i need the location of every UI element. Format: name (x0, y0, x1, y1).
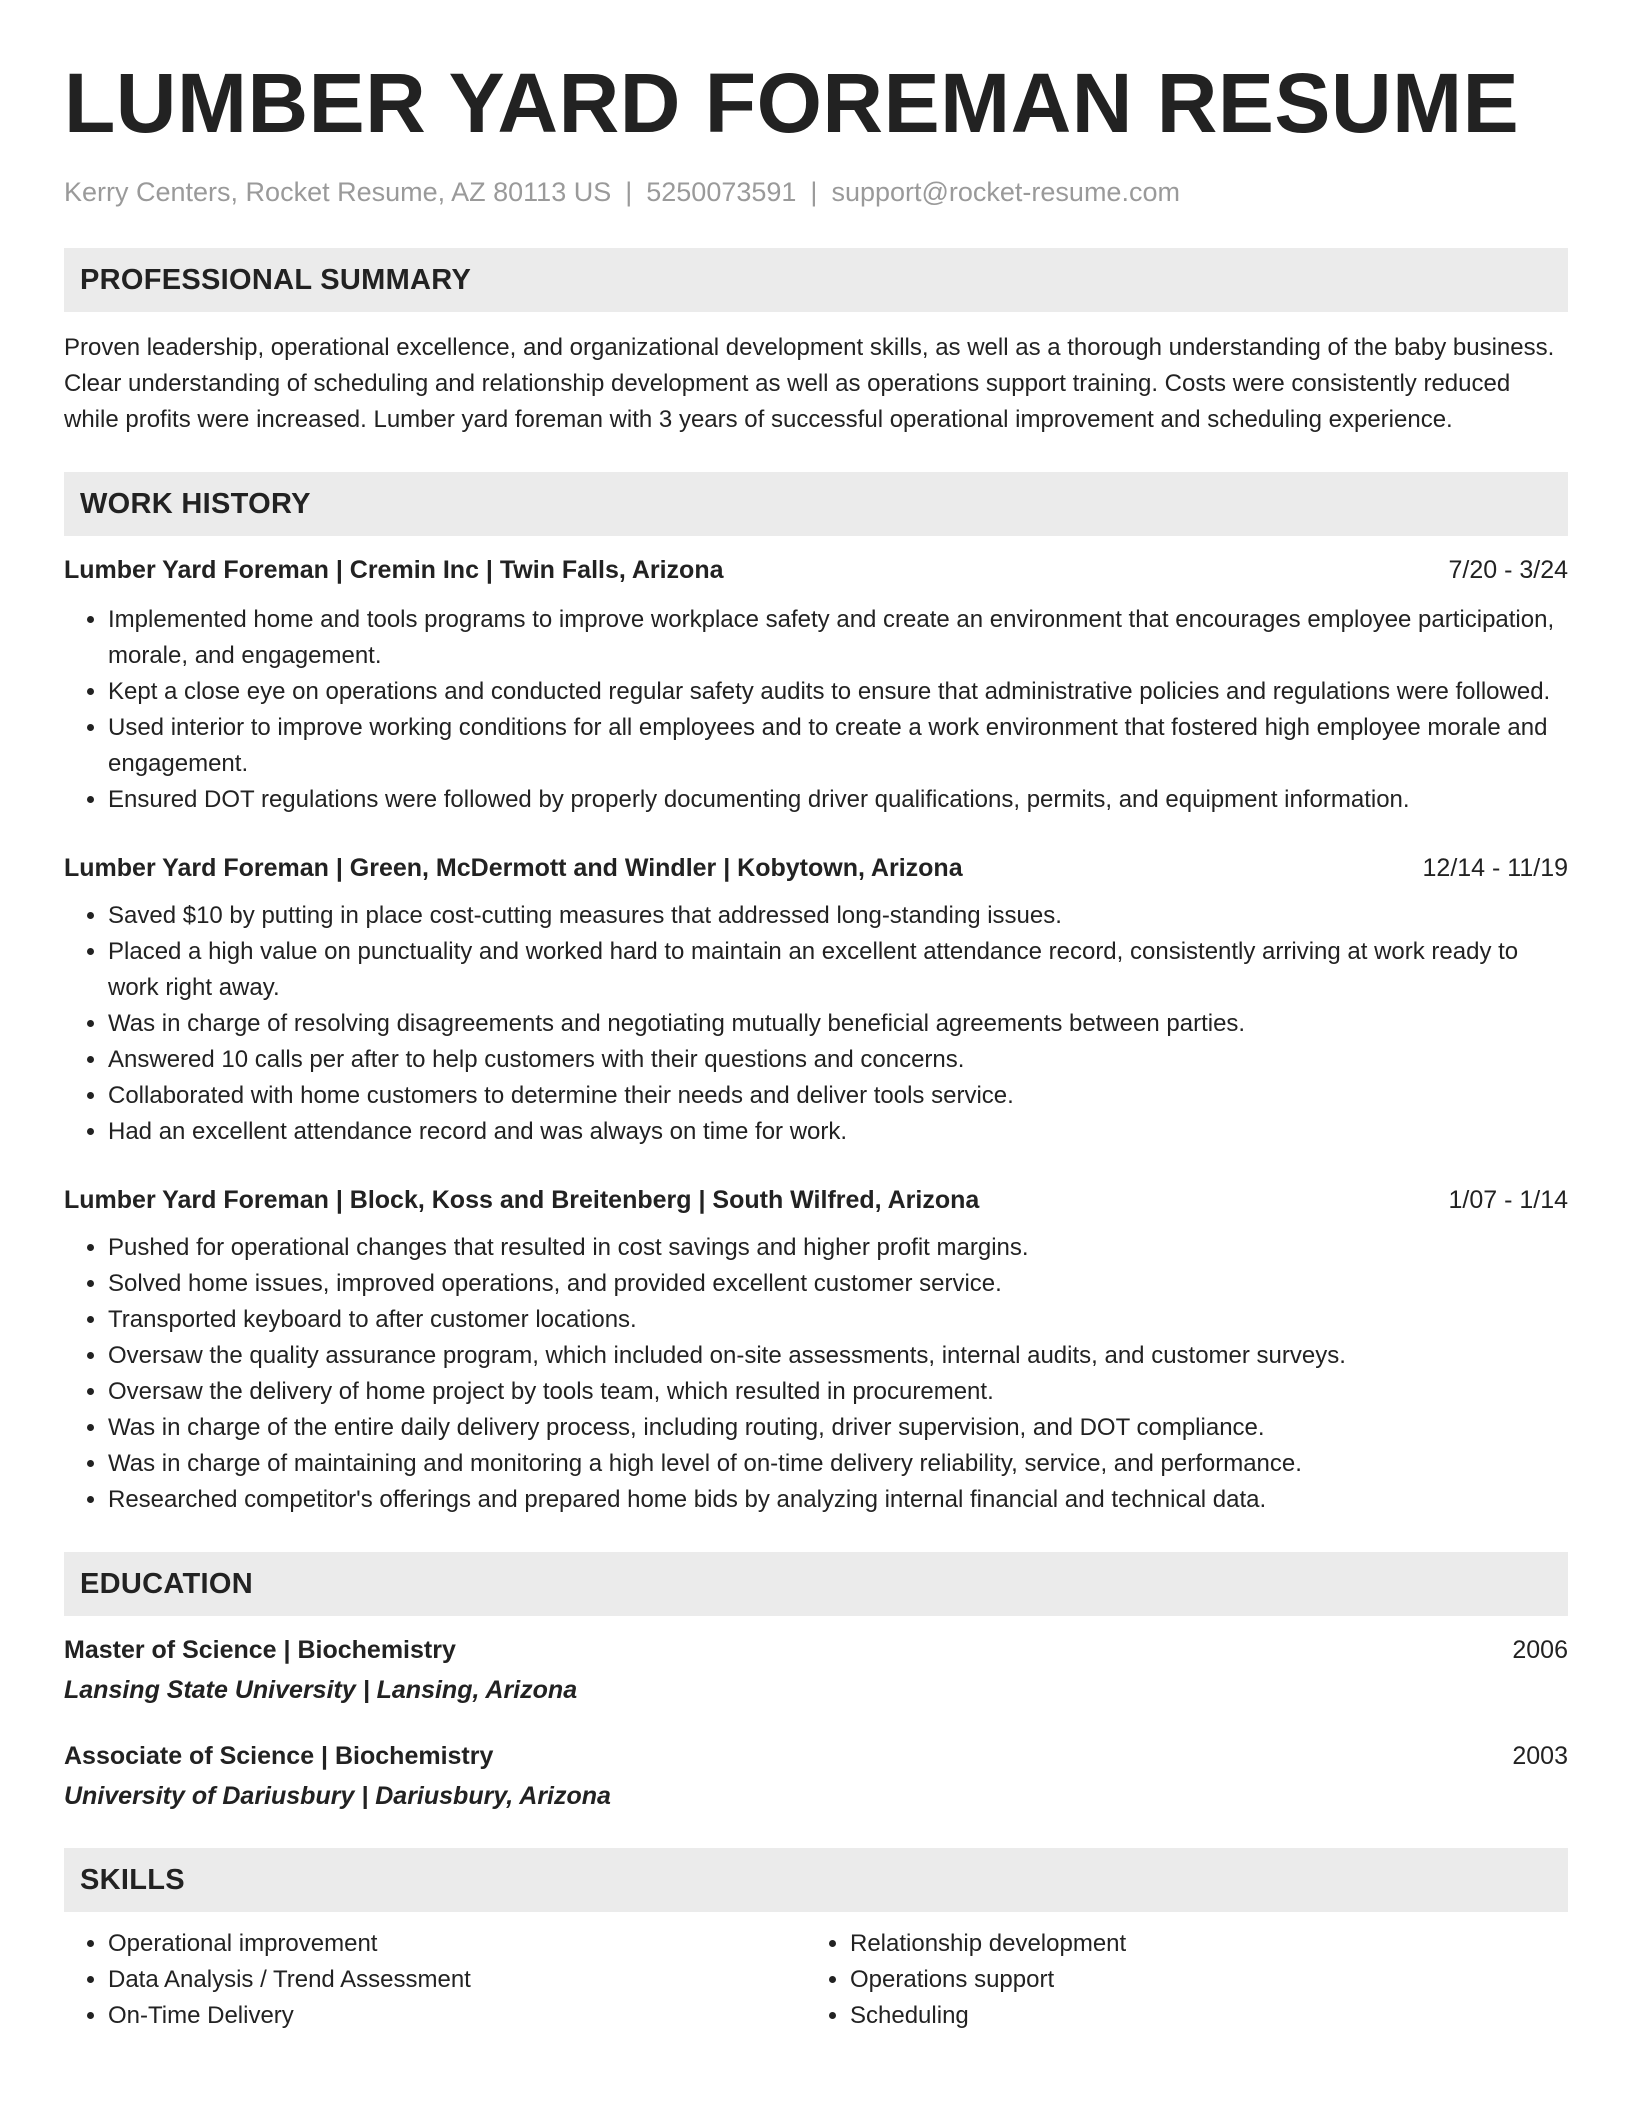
job-bullet: • Saved $10 by putting in place cost-cutting measures that addressed long-standing issues. (108, 898, 1568, 934)
skills-column-left (64, 1926, 806, 2034)
job-bullets (64, 1230, 1568, 1518)
skill-item: • Relationship development (850, 1926, 1548, 1962)
job-entry (64, 552, 1568, 818)
contact-phone: 5250073591 (646, 177, 797, 207)
job-bullet: • Was in charge of maintaining and monitoring a high level of on-time delivery reliability, service, and performance. (108, 1446, 1568, 1482)
job-header (64, 552, 1568, 588)
job-bullet: • Answered 10 calls per after to help customers with their questions and concerns. (108, 1042, 1568, 1078)
education-degree: Associate of Science | Biochemistry (64, 1742, 494, 1770)
job-dates: 12/14 - 11/19 (1422, 854, 1568, 882)
job-bullet: • Oversaw the quality assurance program, which included on-site assessments, internal audits, and customer surveys. (108, 1338, 1568, 1374)
resume-title: LUMBER YARD FOREMAN RESUME (64, 56, 1520, 150)
job-bullet: • Was in charge of resolving disagreements and negotiating mutually beneficial agreements between parties. (108, 1006, 1568, 1042)
education-degree: Master of Science | Biochemistry (64, 1636, 456, 1664)
job-bullet: • Researched competitor's offerings and prepared home bids by analyzing internal financial and technical data. (108, 1482, 1568, 1518)
job-bullet: • Oversaw the delivery of home project by tools team, which resulted in procurement. (108, 1374, 1568, 1410)
section-heading-summary: PROFESSIONAL SUMMARY (64, 248, 1568, 312)
education-year: 2003 (1512, 1742, 1568, 1770)
section-heading-work: WORK HISTORY (64, 472, 1568, 536)
skill-item: • On-Time Delivery (108, 1998, 806, 2034)
job-header (64, 1182, 1568, 1218)
job-bullet: • Collaborated with home customers to determine their needs and deliver tools service. (108, 1078, 1568, 1114)
job-header (64, 850, 1568, 886)
contact-separator: | (625, 177, 633, 207)
summary-text: Proven leadership, operational excellence, and organizational development skills, as well as a thorough understanding of the baby business. Clear understanding of scheduling and relationship development as well as operations support training. Costs were consistently reduced while profits were increased. Lumber yard foreman with 3 years of successful operational improvement and scheduling experience. (64, 334, 1555, 433)
job-bullet: • Implemented home and tools programs to improve workplace safety and create an environment that encourages employee participation, morale, and engagement. (108, 602, 1568, 674)
skill-item: • Data Analysis / Trend Assessment (108, 1962, 806, 1998)
education-school: University of Dariusbury | Dariusbury, Arizona (64, 1782, 611, 1810)
job-bullet: • Was in charge of the entire daily delivery process, including routing, driver supervision, and DOT compliance. (108, 1410, 1568, 1446)
education-school: Lansing State University | Lansing, Arizona (64, 1676, 578, 1704)
contact-email: support@rocket-resume.com (831, 177, 1180, 207)
job-dates: 7/20 - 3/24 (1448, 556, 1568, 584)
contact-address: Kerry Centers, Rocket Resume, AZ 80113 US (64, 177, 612, 207)
job-bullets (64, 898, 1568, 1150)
job-bullet: • Had an excellent attendance record and was always on time for work. (108, 1114, 1568, 1150)
section-heading-education: EDUCATION (64, 1552, 1568, 1616)
job-bullet: • Placed a high value on punctuality and worked hard to maintain an excellent attendance record, consistently arriving at work ready to work right away. (108, 934, 1568, 1006)
job-entry (64, 850, 1568, 1150)
education-header (64, 1738, 1568, 1774)
skill-item: • Scheduling (850, 1998, 1548, 2034)
education-entry (64, 1632, 1568, 1708)
skill-item: • Operational improvement (108, 1926, 806, 1962)
education-header (64, 1632, 1568, 1668)
contact-separator: | (810, 177, 818, 207)
skill-item: • Operations support (850, 1962, 1548, 1998)
contact-line (64, 174, 1568, 210)
job-bullet: • Ensured DOT regulations were followed by properly documenting driver qualifications, permits, and equipment information. (108, 782, 1568, 818)
skills-column-right (806, 1926, 1548, 2034)
job-bullet: • Transported keyboard to after customer locations. (108, 1302, 1568, 1338)
job-bullet: • Used interior to improve working conditions for all employees and to create a work environment that fostered high employee morale and engagement. (108, 710, 1568, 782)
job-bullet: • Solved home issues, improved operations, and provided excellent customer service. (108, 1266, 1568, 1302)
job-bullet: • Kept a close eye on operations and conducted regular safety audits to ensure that administrative policies and regulations were followed. (108, 674, 1568, 710)
job-bullet: • Pushed for operational changes that resulted in cost savings and higher profit margins. (108, 1230, 1568, 1266)
job-title: Lumber Yard Foreman | Block, Koss and Breitenberg | South Wilfred, Arizona (64, 1186, 980, 1214)
job-title: Lumber Yard Foreman | Cremin Inc | Twin Falls, Arizona (64, 556, 724, 584)
job-bullets (64, 602, 1568, 818)
section-heading-skills: SKILLS (64, 1848, 1568, 1912)
job-dates: 1/07 - 1/14 (1448, 1186, 1568, 1214)
skills-list (64, 1926, 1568, 2034)
education-year: 2006 (1512, 1636, 1568, 1664)
job-entry (64, 1182, 1568, 1518)
job-title: Lumber Yard Foreman | Green, McDermott and Windler | Kobytown, Arizona (64, 854, 963, 882)
education-entry (64, 1738, 1568, 1814)
